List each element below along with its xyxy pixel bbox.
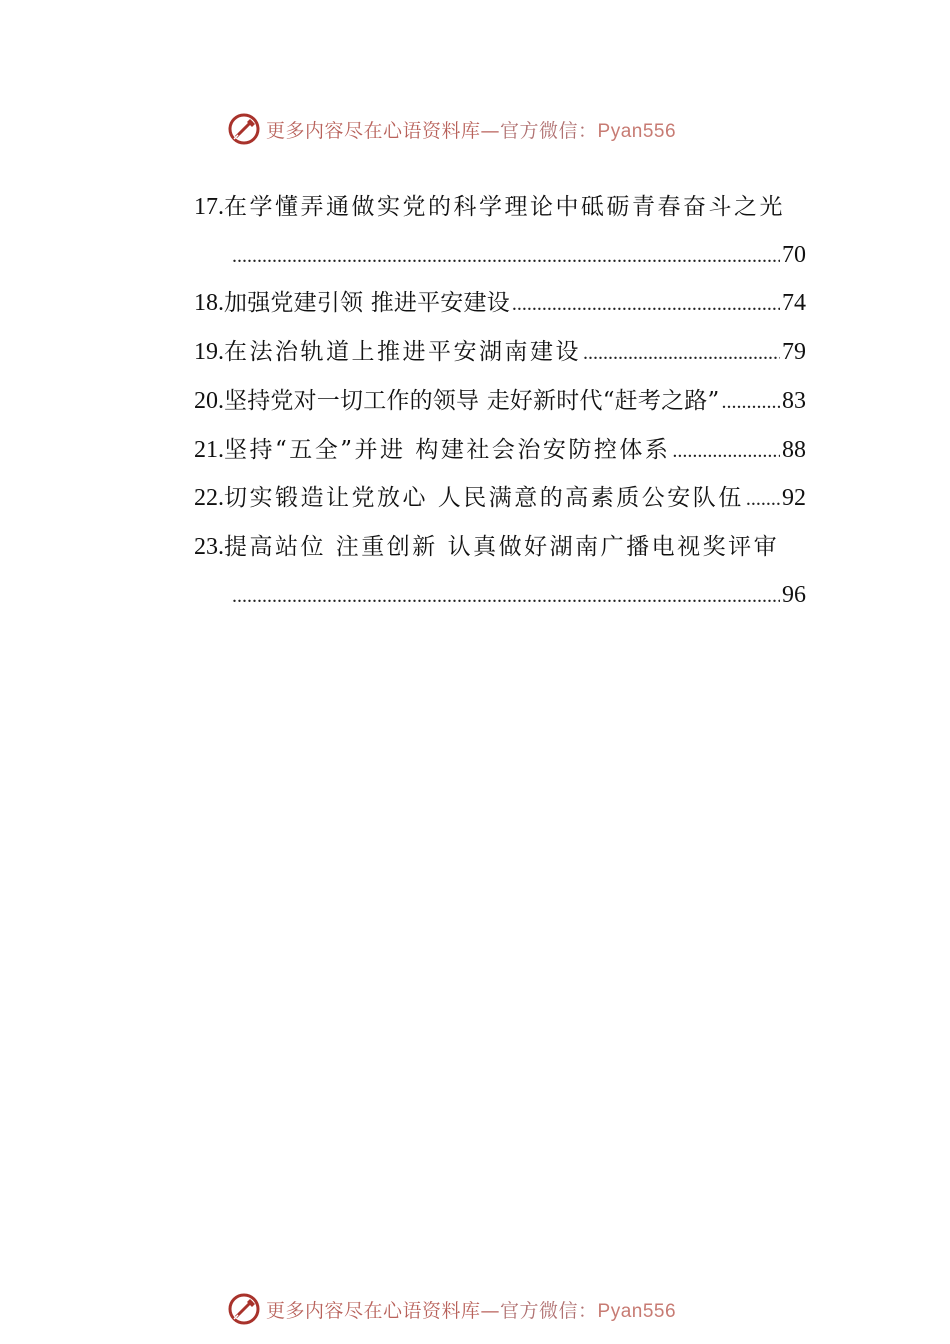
wechat-label: 官方微信： (500, 119, 598, 142)
toc-page: 88 (782, 436, 806, 463)
header-banner (226, 110, 746, 148)
wechat-id: Pyan556 (597, 1300, 677, 1322)
dot-leader (232, 233, 780, 281)
toc-page: 83 (782, 387, 806, 414)
dot-leader (232, 573, 780, 621)
dot-leader (583, 330, 780, 378)
toc-number: 21. (194, 436, 224, 463)
pen-logo-icon (226, 111, 262, 147)
toc-number: 18. (194, 290, 224, 317)
toc-entry-21[interactable] (194, 427, 806, 476)
toc-title: 坚持党对一切工作的领导 走好新时代“赶考之路” (224, 387, 720, 414)
toc-entry-17[interactable] (194, 184, 806, 280)
footer-banner (226, 1290, 746, 1328)
toc-page: 96 (782, 581, 806, 608)
toc-entry-20[interactable] (194, 378, 806, 427)
toc-page: 70 (782, 241, 806, 268)
toc-number: 19. (194, 339, 224, 366)
toc-title: 切实锻造让党放心 人民满意的高素质公安队伍 (224, 485, 744, 512)
toc-entry-23[interactable] (194, 524, 806, 620)
dot-leader (746, 476, 780, 524)
toc-title: 加强党建引领 推进平安建设 (224, 290, 510, 317)
toc-entry-18[interactable] (194, 280, 806, 329)
toc-number: 23. (194, 533, 224, 560)
toc-page: 74 (782, 290, 806, 317)
table-of-contents (194, 184, 806, 620)
toc-number: 20. (194, 387, 224, 414)
dot-leader (672, 428, 780, 476)
toc-title: 在学懂弄通做实党的科学理论中砥砺青春奋斗之光 (224, 194, 785, 220)
dot-leader (512, 281, 780, 329)
toc-title: 在法治轨道上推进平安湖南建设 (224, 339, 581, 366)
toc-title: 坚持“五全”并进 构建社会治安防控体系 (224, 436, 671, 463)
pen-logo-icon (226, 1291, 262, 1327)
toc-page: 92 (782, 485, 806, 512)
banner-text: 更多内容尽在心语资料库— (266, 1299, 501, 1322)
toc-entry-19[interactable] (194, 329, 806, 378)
toc-entry-22[interactable] (194, 475, 806, 524)
toc-page: 79 (782, 339, 806, 366)
wechat-label: 官方微信： (500, 1299, 598, 1322)
dot-leader (721, 379, 780, 427)
toc-number: 22. (194, 485, 224, 512)
wechat-id: Pyan556 (597, 120, 677, 142)
toc-title: 提高站位 注重创新 认真做好湖南广播电视奖评审 (224, 533, 780, 560)
toc-number: 17. (194, 194, 224, 220)
banner-text: 更多内容尽在心语资料库— (266, 119, 501, 142)
